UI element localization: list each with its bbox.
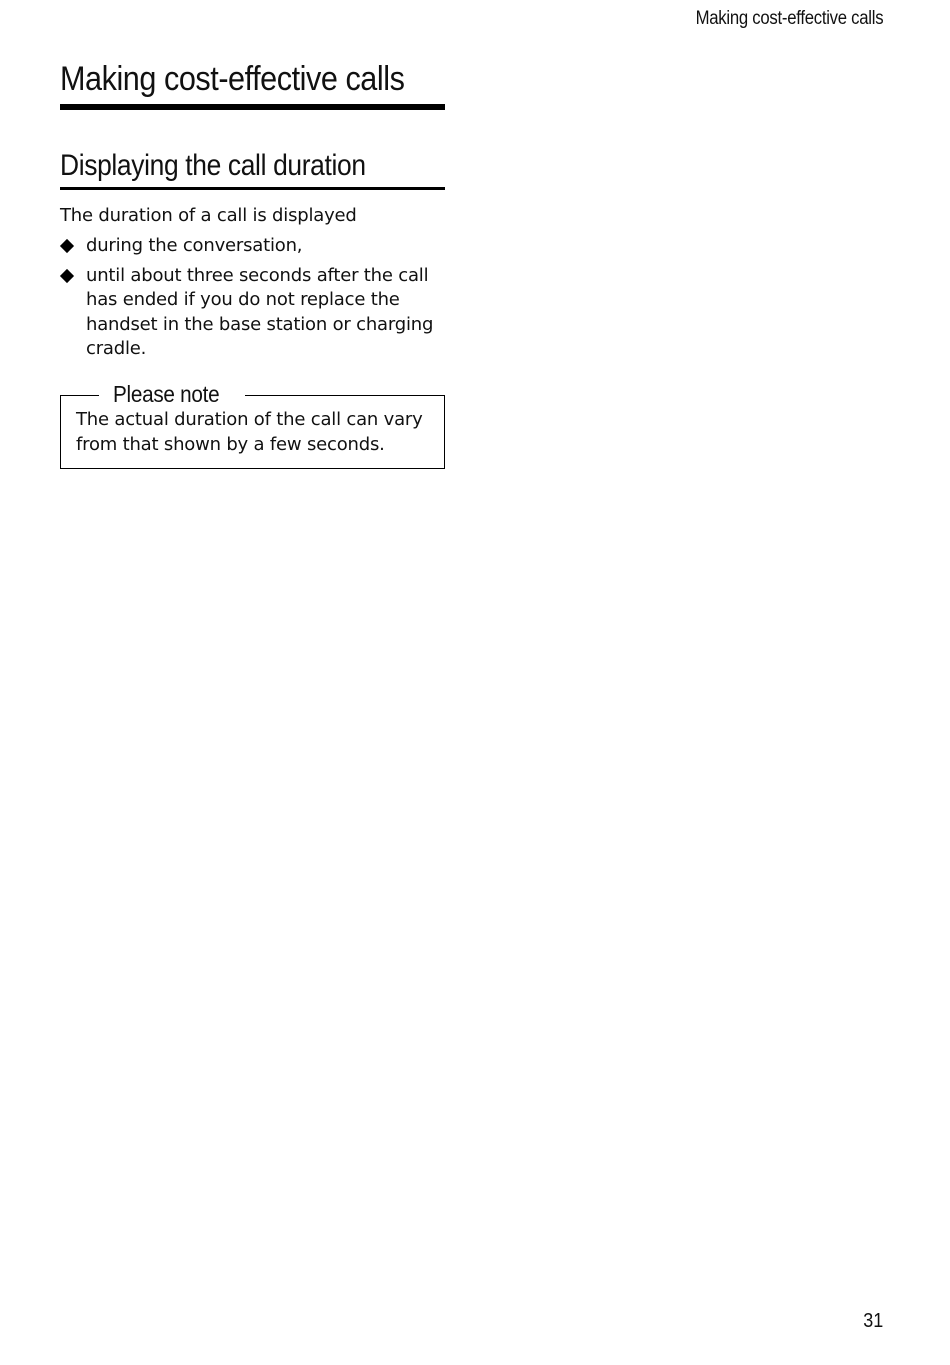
chapter-title-rule bbox=[60, 104, 445, 110]
section-title-text: Displaying the call duration bbox=[60, 149, 366, 182]
section-intro: The duration of a call is displayed bbox=[60, 205, 357, 226]
list-item-text: until about three seconds after the call has ended if you do not replace the handset in the base station or charging cradle. bbox=[86, 264, 434, 359]
diamond-bullet-icon bbox=[60, 239, 74, 253]
section-title bbox=[60, 148, 407, 184]
note-label-text: Please note bbox=[113, 381, 220, 407]
bullet-list bbox=[60, 234, 445, 367]
chapter-title-text: Making cost-effective calls bbox=[60, 60, 405, 98]
note-label bbox=[99, 381, 245, 407]
diamond-bullet-icon bbox=[60, 268, 74, 282]
section-title-rule bbox=[60, 187, 445, 190]
page-number: 31 bbox=[862, 1310, 883, 1332]
running-header: Making cost-effective calls bbox=[695, 8, 883, 29]
note-box bbox=[60, 381, 445, 469]
note-text: The actual duration of the call can vary from that shown by a few seconds. bbox=[76, 409, 423, 455]
list-item bbox=[60, 264, 445, 362]
list-item bbox=[60, 234, 445, 259]
list-item-text: during the conversation, bbox=[86, 235, 303, 256]
chapter-title bbox=[60, 58, 445, 100]
